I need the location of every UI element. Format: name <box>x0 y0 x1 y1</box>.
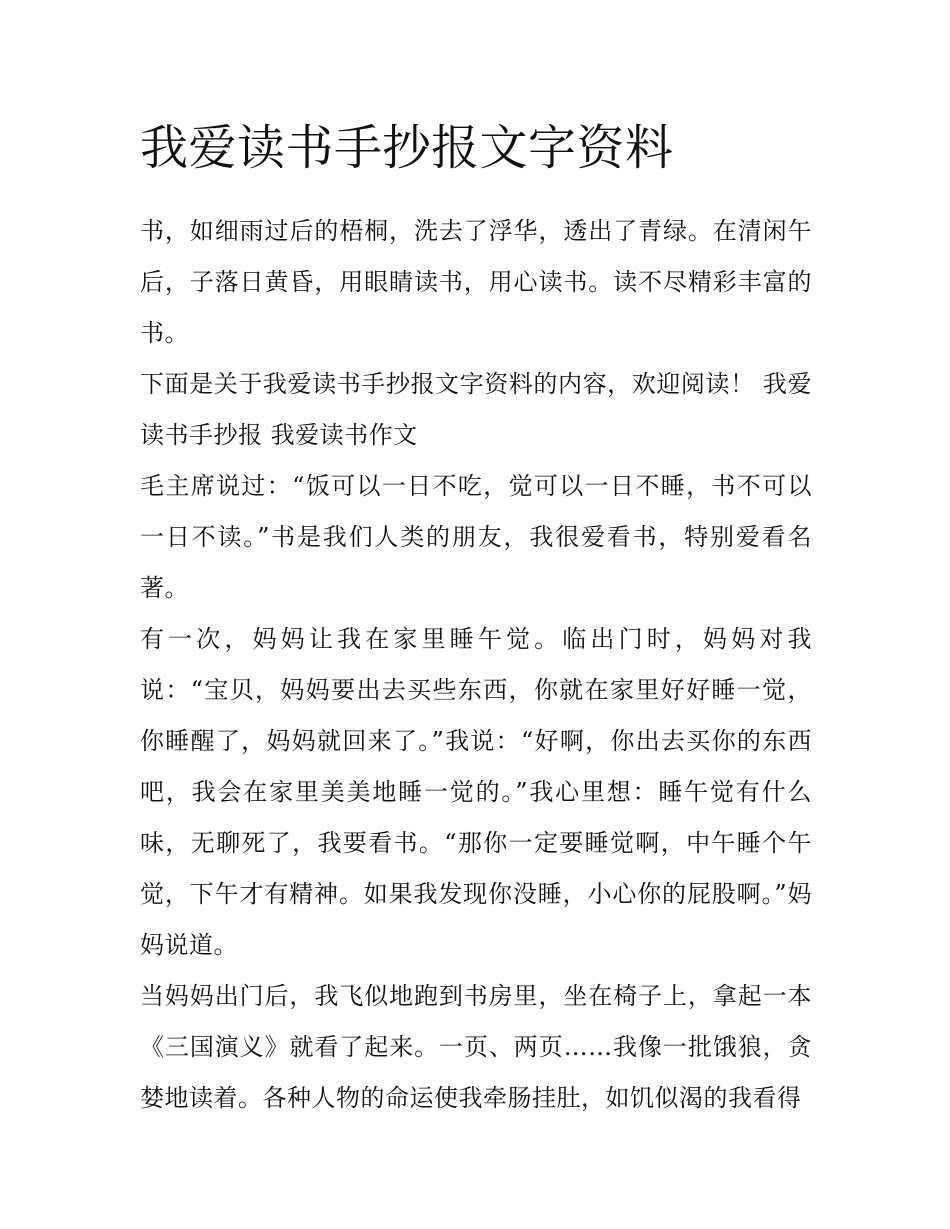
paragraph-quote: 毛主席说过：“饭可以一日不吃，觉可以一日不睡，书不可以一日不读。”书是我们人类的朋友，我很爱看书，特别爱看名著。 <box>140 472 812 602</box>
paragraph-welcome: 下面是关于我爱读书手抄报文字资料的内容，欢迎阅读！ 我爱读书手抄报 我爱读书作文 <box>140 370 812 449</box>
paragraph-reading: 当妈妈出门后，我飞似地跑到书房里，坐在椅子上，拿起一本《三国演义》就看了起来。一页、两页……我像一批饿狼，贪婪地读着。各种人物的命运使我牵肠挂肚，如饥似渴的我看得 <box>140 982 812 1112</box>
paragraph-intro: 书，如细雨过后的梧桐，洗去了浮华，透出了青绿。在清闲午后，子落日黄昏，用眼睛读书，用心读书。读不尽精彩丰富的书。 <box>140 217 812 347</box>
document-title: 我爱读书手抄报文字资料 <box>140 120 674 176</box>
paragraph-nap-story: 有一次，妈妈让我在家里睡午觉。临出门时，妈妈对我说：“宝贝，妈妈要出去买些东西，你就在家里好好睡一觉，你睡醒了，妈妈就回来了。”我说：“好啊，你出去买你的东西吧，我会在家里美美地睡一觉的。”我心里想：睡午觉有什么味，无聊死了，我要看书。“那你一定要睡觉啊，中午睡个午觉，下午才有精神。如果我发现你没睡，小心你的屁股啊。”妈妈说道。 <box>140 625 812 959</box>
document-page <box>140 112 812 1124</box>
